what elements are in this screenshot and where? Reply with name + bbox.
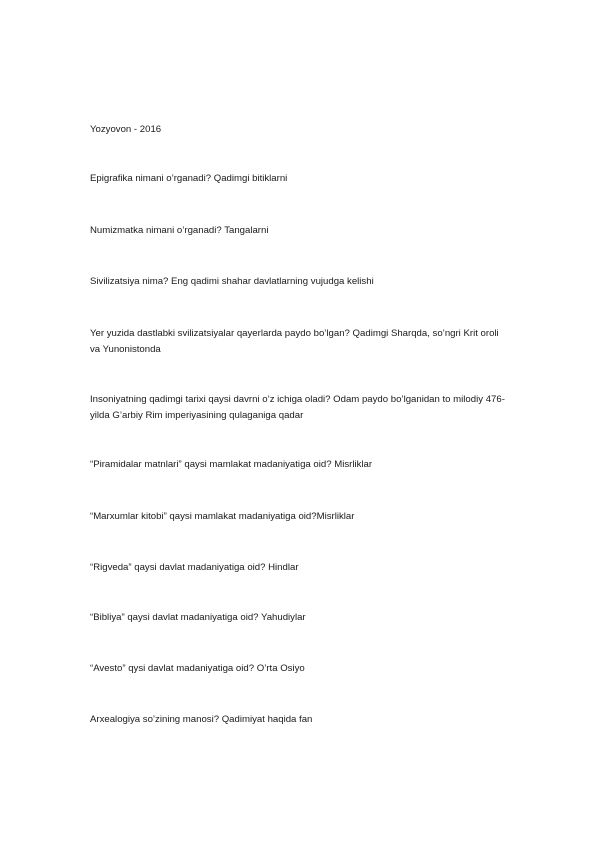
- document-heading: Yozyovon - 2016: [90, 124, 162, 135]
- question-paragraph: Numizmatka nimani o’rganadi? Tangalarni: [90, 225, 269, 236]
- question-paragraph: “Piramidalar matnlari” qaysi mamlakat madaniyatiga oid? Misrliklar: [90, 459, 373, 470]
- question-paragraph: Sivilizatsiya nima? Eng qadimi shahar davlatlarning vujudga kelishi: [90, 276, 374, 287]
- question-paragraph: “Avesto” qysi davlat madaniyatiga oid? O’rta Osiyo: [90, 663, 305, 674]
- question-paragraph: “Bibliya” qaysi davlat madaniyatiga oid? Yahudiylar: [90, 612, 306, 623]
- question-paragraph: Arxealogiya so’zining manosi? Qadimiyat haqida fan: [90, 714, 313, 725]
- question-paragraph: “Rigveda” qaysi davlat madaniyatiga oid? Hindlar: [90, 562, 299, 573]
- question-paragraph: “Marxumlar kitobi” qaysi mamlakat madaniyatiga oid?Misrliklar: [90, 511, 355, 522]
- question-paragraph: Yer yuzida dastlabki svilizatsiyalar qayerlarda paydo bo’lgan? Qadimgi Sharqda, so’ngri Krit oroli va Yunonistonda: [90, 328, 499, 355]
- question-paragraph: Insoniyatning qadimgi tarixi qaysi davrni o’z ichiga oladi? Odam paydo bo’lganidan to milodiy 476-yilda G’arbiy Rim imperiyasining qulaganiga qadar: [90, 394, 505, 421]
- question-paragraph: Epigrafika nimani o’rganadi? Qadimgi bitiklarni: [90, 173, 288, 184]
